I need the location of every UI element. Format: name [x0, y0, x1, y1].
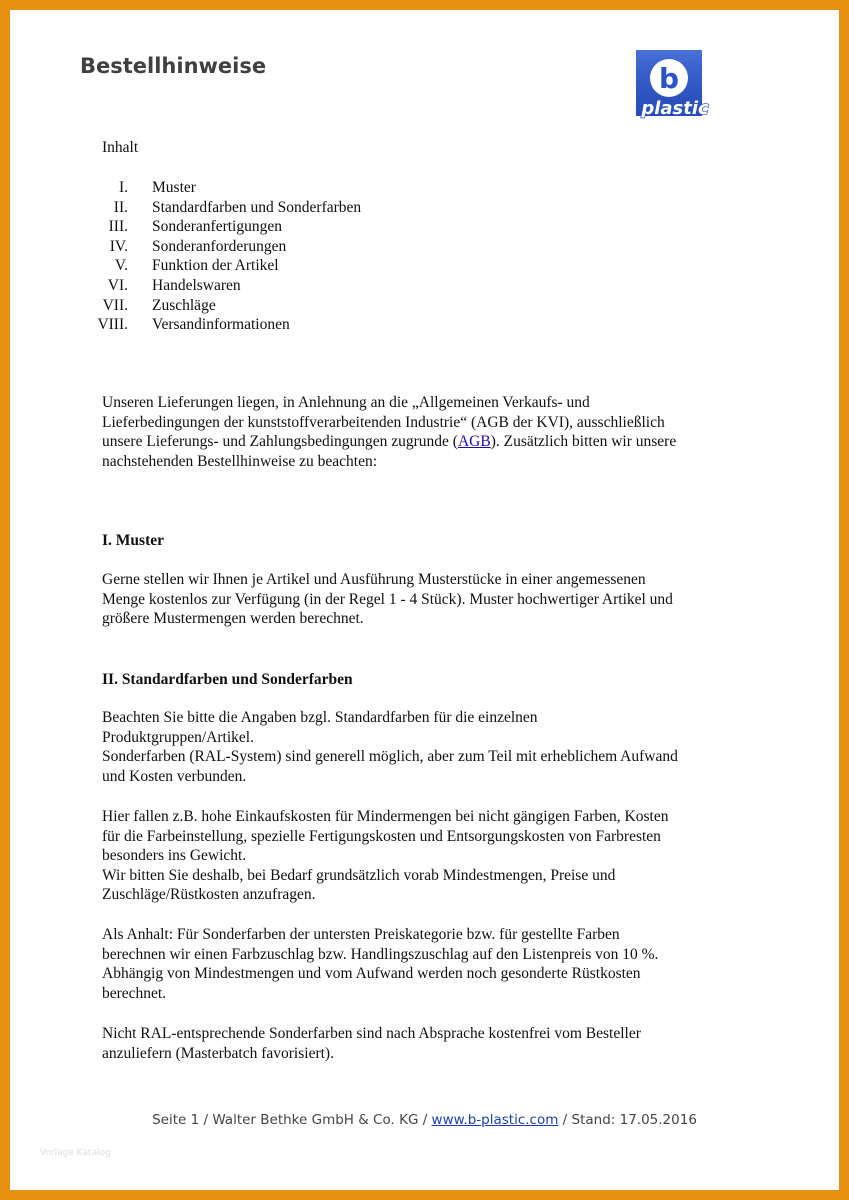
toc-heading: Inhalt: [102, 139, 139, 156]
page-title: Bestellhinweise: [80, 54, 267, 78]
website-link[interactable]: www.b-plastic.com: [431, 1112, 559, 1128]
section-2-paragraph-2: Hier fallen z.B. hohe Einkaufskosten für Mindermengen bei nicht gängigen Farben, Kosten für die Farbeinstellung, spezielle Fertigungskosten und Entsorgungskosten von Farbresten besonders ins Gewicht. Wir bitten Sie deshalb, bei Bedarf grundsätzlich vorab Mindestmengen, Preise und Zuschläge/Rüstkosten anzufragen.: [102, 808, 669, 904]
agb-link[interactable]: AGB: [457, 433, 491, 451]
svg-text:b: b: [658, 62, 680, 95]
watermark-text: Vorlage Katalog: [40, 1148, 111, 1158]
section-2-paragraph-1: Beachten Sie bitte die Angaben bzgl. Standardfarben für die einzelnen Produktgruppen/Artikel. Sonderfarben (RAL-System) sind generell möglich, aber zum Teil mit erheblichem Aufwand und Kosten verbunden.: [102, 709, 678, 785]
toc-item: I. Muster: [118, 179, 196, 196]
section-2-paragraph-3: Als Anhalt: Für Sonderfarben der untersten Preiskategorie bzw. für gestellte Farben berechnen wir einen Farbzuschlag bzw. Handlingszuschlag auf den Listenpreis von 10 %. Abhängig von Mindestmengen und vom Aufwand werden noch gesonderte Rüstkosten berechnet.: [102, 926, 659, 1002]
intro-paragraph: Unseren Lieferungen liegen, in Anlehnung an die „Allgemeinen Verkaufs- und Lieferbedingungen der kunststoffverarbeitenden Industrie“ (AGB der KVI), ausschließlich unsere Lieferungs- und Zahlungsbedingungen zugrunde (AGB). Zusätzlich bitten wir unsere nachstehenden Bestellhinweise zu beachten:: [102, 394, 677, 470]
page-footer: Seite 1 / Walter Bethke GmbH & Co. KG / www.b-plastic.com / Stand: 17.05.2016: [152, 1112, 697, 1128]
toc-item: VII. Zuschläge: [102, 296, 216, 314]
table-of-contents: [90, 178, 361, 335]
section-2-heading: II. Standardfarben und Sonderfarben: [102, 671, 353, 688]
toc-item: VI. Handelswaren: [107, 276, 241, 294]
b-plastic-logo: [628, 50, 722, 122]
section-1-heading: I. Muster: [102, 532, 164, 549]
svg-text:plastic: plastic: [641, 98, 709, 119]
toc-item: VIII. Versandinformationen: [97, 316, 290, 334]
toc-item: III. Sonderanfertigungen: [108, 218, 282, 236]
toc-item: IV. Sonderanforderungen: [109, 237, 287, 255]
section-2-paragraph-4: Nicht RAL-entsprechende Sonderfarben sind nach Absprache kostenfrei vom Besteller anzuliefern (Masterbatch favorisiert).: [102, 1025, 641, 1062]
section-1-paragraph: Gerne stellen wir Ihnen je Artikel und Ausführung Musterstücke in einer angemessenen Menge kostenlos zur Verfügung (in der Regel 1 - 4 Stück). Muster hochwertiger Artikel und größere Mustermengen werden berechnet.: [102, 571, 673, 628]
toc-item: V. Funktion der Artikel: [114, 257, 279, 275]
document-page: [10, 10, 839, 1190]
toc-item: II. Standardfarben und Sonderfarben: [113, 198, 362, 216]
